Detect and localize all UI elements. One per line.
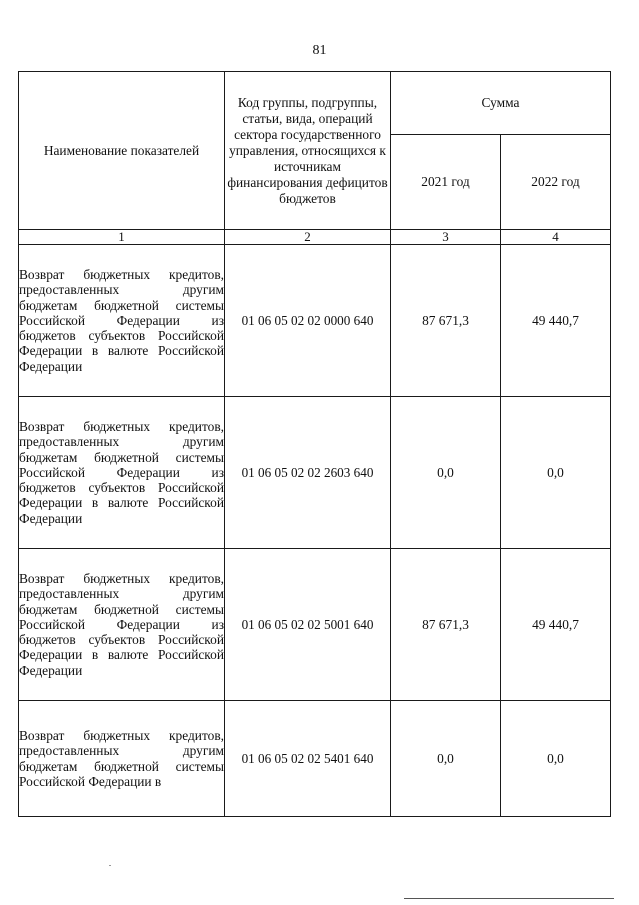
table-row [19, 397, 611, 549]
column-number: 1 [19, 230, 225, 245]
classification-code: 01 06 05 02 02 5401 640 [225, 701, 391, 817]
classification-code: 01 06 05 02 02 0000 640 [225, 245, 391, 397]
header-sum: Сумма [391, 72, 611, 135]
header-indicator-name: Наименование показателей [19, 72, 225, 230]
column-number: 4 [501, 230, 611, 245]
header-year-2022: 2022 год [501, 135, 611, 230]
header-classification-code: Код группы, подгруппы, статьи, вида, операций сектора государственного управления, относящихся к источникам финансирования дефицитов бюджетов [225, 72, 391, 230]
amount-2021: 0,0 [391, 701, 501, 817]
column-number-row [19, 230, 611, 245]
amount-2022: 49 440,7 [501, 245, 611, 397]
indicator-name: Возврат бюджетных кредитов, предоставленных другим бюджетам бюджетной системы Российской Федерации из бюджетов субъектов Российской Федерации в валюте Российской Федерации [19, 245, 225, 397]
budget-sources-table [18, 71, 611, 817]
amount-2022: 0,0 [501, 397, 611, 549]
classification-code: 01 06 05 02 02 5001 640 [225, 549, 391, 701]
header-year-2021: 2021 год [391, 135, 501, 230]
indicator-name: Возврат бюджетных кредитов, предоставленных другим бюджетам бюджетной системы Российской Федерации из бюджетов субъектов Российской Федерации в валюте Российской Федерации [19, 549, 225, 701]
table-row [19, 549, 611, 701]
column-number: 3 [391, 230, 501, 245]
amount-2022: 49 440,7 [501, 549, 611, 701]
amount-2021: 87 671,3 [391, 245, 501, 397]
footer-rule [404, 898, 614, 899]
scan-speck [109, 865, 111, 866]
amount-2021: 87 671,3 [391, 549, 501, 701]
table-row [19, 245, 611, 397]
column-number: 2 [225, 230, 391, 245]
indicator-name: Возврат бюджетных кредитов, предоставленных другим бюджетам бюджетной системы Российской Федерации из бюджетов субъектов Российской Федерации в валюте Российской Федерации [19, 397, 225, 549]
page-number: 81 [312, 43, 327, 58]
table-row [19, 701, 611, 817]
amount-2022: 0,0 [501, 701, 611, 817]
amount-2021: 0,0 [391, 397, 501, 549]
classification-code: 01 06 05 02 02 2603 640 [225, 397, 391, 549]
indicator-name: Возврат бюджетных кредитов, предоставленных другим бюджетам бюджетной системы Российской Федерации в [19, 701, 225, 817]
